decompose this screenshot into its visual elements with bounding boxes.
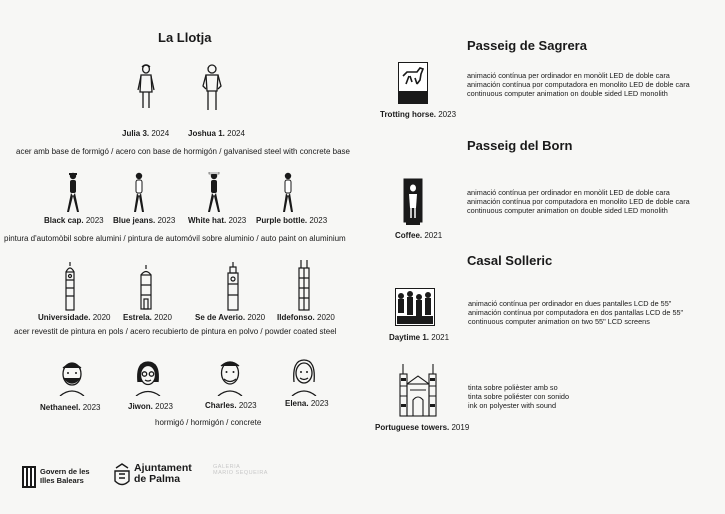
caption-blue-jeans: Blue jeans. 2023 (113, 216, 176, 225)
tower-icon (225, 262, 241, 312)
description-born: animació contínua per ordinador en monòlit LED de doble cara animación contínua por computadora en monolito LED de doble cara continuous computer animation on double sided LED monolith (467, 188, 690, 215)
tower-icon (138, 265, 154, 311)
caption-elena: Elena. 2023 (285, 399, 329, 408)
description-towers: tinta sobre polièster amb so tinta sobre poliéster con sonido ink on polyester with sound (468, 383, 570, 410)
govern-baleares-text: Govern de les Illes Balears (40, 467, 90, 485)
venue-title-la-llotja: La Llotja (158, 30, 212, 45)
face-icon (216, 358, 244, 396)
caption-purple-bottle: Purple bottle. 2023 (256, 216, 328, 225)
coffee-monolith-icon (403, 178, 423, 226)
walking-person-icon (130, 172, 148, 214)
caption-joshua: Joshua 1. 2024 (188, 129, 245, 138)
caption-black-cap: Black cap. 2023 (44, 216, 104, 225)
walking-person-icon (279, 172, 297, 214)
caption-coffee: Coffee. 2021 (395, 231, 443, 240)
material-line-1: acer amb base de formigó / acero con base de hormigón / galvanised steel with concrete base (16, 147, 350, 156)
caption-estrela: Estrela. 2020 (123, 313, 172, 322)
material-line-3: acer revestit de pintura en pols / acero recubierto de pintura en polvo / powder coated steel (14, 327, 337, 336)
standing-woman-icon (136, 64, 156, 110)
caption-daytime: Daytime 1. 2021 (389, 333, 450, 342)
description-solleric: animació contínua per ordinador en dues pantalles LCD de 55" animación contínua por computadora en dos pantallas LCD de 55" continuous computer animation on two 55" LCD screens (468, 299, 684, 326)
govern-baleares-logo-icon (22, 466, 36, 488)
material-line-2: pintura d'automòbil sobre alumini / pintura de automóvil sobre aluminio / auto paint on aluminium (4, 234, 346, 243)
caption-ildefonso: Ildefonso. 2020 (277, 313, 335, 322)
tower-icon (296, 260, 312, 312)
caption-julia: Julia 3. 2024 (122, 129, 170, 138)
venue-title-casal-solleric: Casal Solleric (467, 253, 553, 268)
ajuntament-palma-text: Ajuntament de Palma (134, 462, 192, 485)
horse-monolith-icon (398, 62, 428, 104)
material-line-4: hormigó / hormigón / concrete (155, 418, 262, 427)
towers-print-icon (398, 364, 438, 418)
standing-man-icon (201, 64, 223, 112)
face-icon (290, 358, 318, 396)
crowd-screen-icon (395, 288, 435, 326)
face-icon (58, 360, 86, 396)
caption-se-de-averio: Se de Averio. 2020 (195, 313, 266, 322)
caption-trotting-horse: Trotting horse. 2023 (380, 110, 457, 119)
caption-white-hat: White hat. 2023 (188, 216, 247, 225)
walking-person-icon (64, 172, 82, 214)
caption-portuguese-towers: Portuguese towers. 2019 (375, 423, 470, 432)
venue-title-passeig-de-sagrera: Passeig de Sagrera (467, 38, 587, 53)
caption-universidade: Universidade. 2020 (38, 313, 111, 322)
gallery-watermark-text: GALERIA MARIO SEQUEIRA (213, 464, 268, 476)
description-sagrera: animació contínua per ordinador en monòlit LED de doble cara animación contínua por computadora en monolito LED de doble cara continuous computer animation on double sided LED monolith (467, 71, 690, 98)
face-icon (134, 360, 162, 396)
walking-person-icon (205, 172, 223, 214)
caption-jiwon: Jiwon. 2023 (128, 402, 173, 411)
caption-nethaneel: Nethaneel. 2023 (40, 403, 101, 412)
venue-title-passeig-del-born: Passeig del Born (467, 138, 573, 153)
tower-icon (62, 262, 78, 312)
ajuntament-palma-logo-icon (112, 463, 132, 489)
caption-charles: Charles. 2023 (205, 401, 257, 410)
